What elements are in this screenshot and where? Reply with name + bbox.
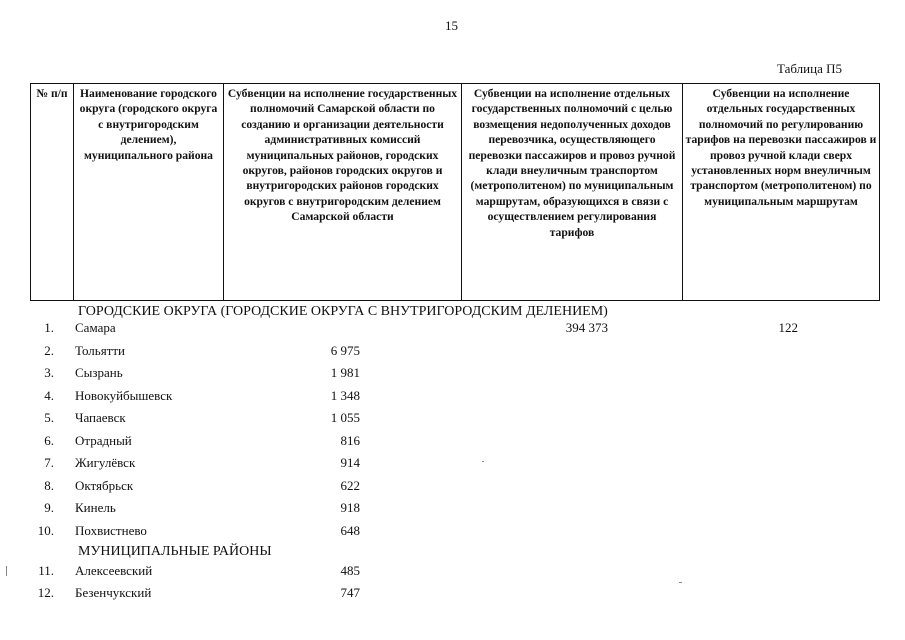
row-value-admin: 747 — [340, 585, 360, 600]
row-number: 5. — [44, 410, 54, 425]
row-name: Безенчукский — [75, 585, 152, 600]
row-number: 4. — [44, 388, 54, 403]
row-value-admin: 1 348 — [330, 388, 360, 403]
row-name: Отрадный — [75, 433, 132, 448]
table-header — [30, 83, 880, 301]
table-row — [0, 320, 905, 340]
row-value-admin: 485 — [340, 563, 360, 578]
row-value-admin: 648 — [340, 523, 360, 538]
row-value-admin: 1 981 — [330, 365, 360, 380]
row-name: Новокуйбышевск — [75, 388, 173, 403]
row-name: Похвистнево — [75, 523, 147, 538]
row-name: Алексеевский — [75, 563, 153, 578]
header-name: Наименование городского округа (городского округа с внутригородским делением), муниципального района — [74, 84, 224, 301]
table-row — [0, 478, 905, 498]
row-name: Тольятти — [75, 343, 126, 358]
row-name: Самара — [75, 320, 116, 335]
row-number: 11. — [38, 563, 54, 578]
row-number: 9. — [44, 500, 54, 515]
table-row — [0, 343, 905, 363]
header-num: № п/п — [31, 84, 74, 301]
row-name: Кинель — [75, 500, 116, 515]
row-value-admin: 914 — [340, 455, 360, 470]
row-value-admin: 816 — [340, 433, 360, 448]
section-title-city-districts: ГОРОДСКИЕ ОКРУГА (ГОРОДСКИЕ ОКРУГА С ВНУТРИГОРОДСКИМ ДЕЛЕНИЕМ) — [78, 304, 608, 319]
table-label: Таблица П5 — [777, 61, 842, 76]
row-name: Октябрьск — [75, 478, 134, 493]
table-row — [0, 500, 905, 520]
table-row — [0, 365, 905, 385]
row-value-carrier: 394 373 — [565, 320, 608, 335]
row-value-tariff: 122 — [778, 320, 798, 335]
row-value-admin: 622 — [340, 478, 360, 493]
row-name: Жигулёвск — [75, 455, 136, 470]
row-number: 10. — [37, 523, 54, 538]
table-row — [0, 410, 905, 430]
scan-speck — [6, 566, 7, 576]
table-row — [0, 585, 905, 605]
row-number: 7. — [44, 455, 54, 470]
table-row — [0, 563, 905, 583]
header-carrier-compensation: Субвенции на исполнение отдельных государственных полномочий с целью возмещения недополученных доходов перевозчика, осуществляющего перевозки пассажиров и провоз ручной клади внеуличным транспортом (метрополитеном) по муниципальным маршрутам, образующихся в связи с осуществлением регулирования тарифов — [462, 84, 683, 301]
row-number: 3. — [44, 365, 54, 380]
table-row — [0, 433, 905, 453]
row-value-admin: 918 — [340, 500, 360, 515]
page-number: 15 — [445, 18, 458, 33]
row-value-admin: 6 975 — [330, 343, 360, 358]
table-row — [0, 388, 905, 408]
table-row — [0, 523, 905, 543]
section-title-municipal-districts: МУНИЦИПАЛЬНЫЕ РАЙОНЫ — [78, 544, 272, 559]
row-name: Сызрань — [75, 365, 123, 380]
row-name: Чапаевск — [75, 410, 126, 425]
scan-speck — [482, 461, 484, 462]
header-admin-commissions: Субвенции на исполнение государственных полномочий Самарской области по созданию и организации деятельности административных комиссий муниципальных районов, городских округов, районов городских округов и внутригородских районов городских округов с внутригородским делением Самарской области — [224, 84, 462, 301]
row-value-admin: 1 055 — [330, 410, 360, 425]
row-number: 2. — [44, 343, 54, 358]
row-number: 8. — [44, 478, 54, 493]
table-row — [0, 455, 905, 475]
row-number: 12. — [37, 585, 54, 600]
header-tariff-regulation: Субвенции на исполнение отдельных государственных полномочий по регулированию тарифов на перевозки пассажиров и провоз ручной клади сверх установленных норм внеуличным транспортом (метрополитеном) по муниципальным маршрутам — [683, 84, 880, 301]
row-number: 6. — [44, 433, 54, 448]
scan-speck — [679, 582, 682, 583]
row-number: 1. — [44, 320, 54, 335]
